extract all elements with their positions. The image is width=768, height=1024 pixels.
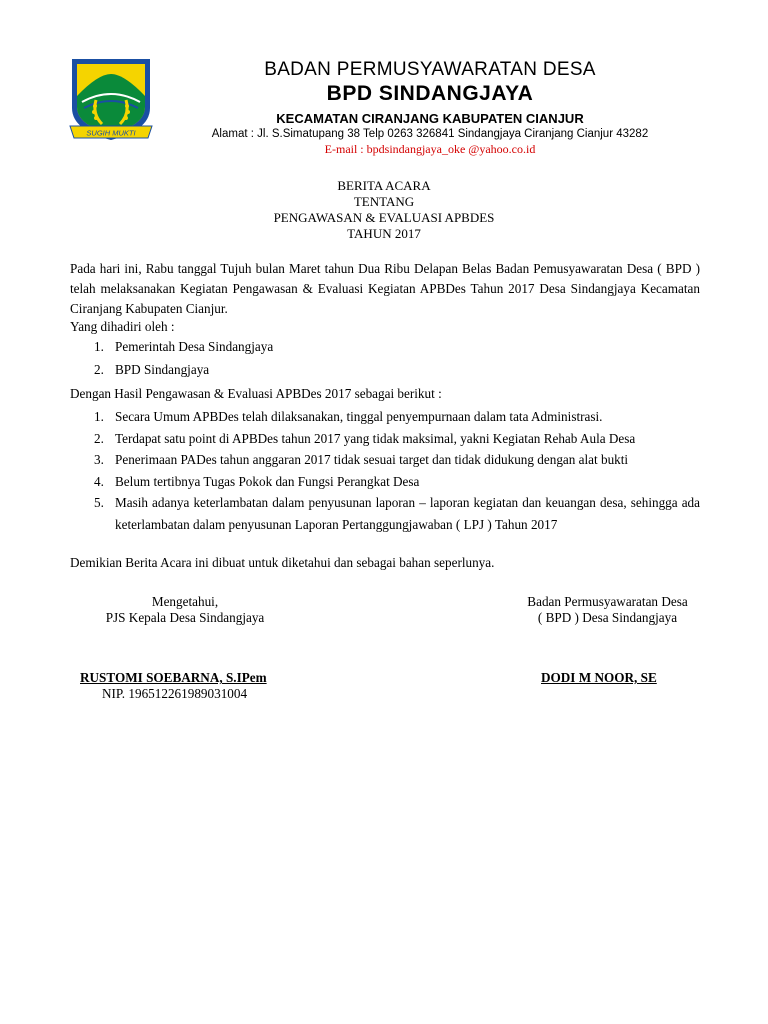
intro-paragraph: Pada hari ini, Rabu tanggal Tujuh bulan Maret tahun Dua Ribu Delapan Belas Badan Pemusyawaratan Desa ( BPD ) telah melaksanakan Kegiatan Pengawasan & Evaluasi Kegiatan APBDes Tahun 2017 Desa Sindangjaya Kecamatan Ciranjang Kabupaten Cianjur. [70, 261, 700, 316]
list-item: 1. Pemerintah Desa Sindangjaya [94, 339, 274, 354]
attendees-list [70, 336, 700, 381]
sig-left-line-2: PJS Kepala Desa Sindangjaya [105, 610, 265, 625]
document-body [70, 259, 700, 536]
sig-right-line-1: Badan Permusyawaratan Desa [527, 594, 688, 609]
list-item: 3. Penerimaan PADes tahun anggaran 2017 tidak sesuai target dan tidak didukung dengan alat bukti [94, 452, 629, 467]
district-name: KECAMATAN CIRANJANG KABUPATEN CIANJUR [276, 111, 584, 126]
signatory-right-name: DODI M NOOR, SE [541, 670, 657, 685]
list-item: 2. Terdapat satu point di APBDes tahun 2017 yang tidak maksimal, yakni Kegiatan Rehab Aula Desa [94, 430, 636, 446]
bpd-logo-icon [68, 56, 154, 144]
signature-left-heading [70, 594, 300, 626]
attended-label: Yang dihadiri oleh : [70, 319, 175, 334]
document-title [0, 178, 768, 242]
list-item: 5. Masih adanya keterlambatan dalam penyusunan laporan – laporan kegiatan dan keuangan desa, sehingga ada keterlambatan dalam penyusunan Laporan Pertanggungjawaban ( LPJ ) Tahun 2017 [94, 495, 700, 532]
list-item: 4. Belum tertibnya Tugas Pokok dan Fungsi Perangkat Desa [94, 473, 420, 489]
title-line-4: TAHUN 2017 [347, 226, 421, 241]
list-item: 2. BPD Sindangjaya [94, 362, 210, 377]
title-line-3: PENGAWASAN & EVALUASI APBDES [273, 210, 495, 225]
list-item: 1. Secara Umum APBDes telah dilaksanakan, tinggal penyempurnaan dalam tata Administrasi. [94, 409, 603, 424]
signature-right-heading [500, 594, 715, 626]
results-list [70, 406, 700, 536]
title-line-1: BERITA ACARA [337, 178, 431, 193]
sig-right-line-2: ( BPD ) Desa Sindangjaya [537, 610, 678, 625]
org-name: BADAN PERMUSYAWARATAN DESA [264, 59, 596, 80]
letterhead [160, 58, 700, 156]
logo-motto: SUGIH MUKTI [86, 128, 136, 138]
results-label: Dengan Hasil Pengawasan & Evaluasi APBDes 2017 sebagai berikut : [70, 386, 442, 401]
org-short-name: BPD SINDANGJAYA [326, 82, 534, 105]
email: E-mail : bpdsindangjaya_oke @yahoo.co.id [324, 142, 536, 156]
title-line-2: TENTANG [353, 194, 415, 209]
signatory-left-name: RUSTOMI SOEBARNA, S.IPem [80, 670, 267, 685]
address: Alamat : Jl. S.Simatupang 38 Telp 0263 326841 Sindangjaya Ciranjang Cianjur 43282 [211, 128, 649, 140]
signatory-left-nip: NIP. 196512261989031004 [102, 686, 248, 701]
sig-left-line-1: Mengetahui, [151, 594, 219, 609]
closing-statement: Demikian Berita Acara ini dibuat untuk diketahui dan sebagai bahan seperlunya. [70, 555, 495, 570]
